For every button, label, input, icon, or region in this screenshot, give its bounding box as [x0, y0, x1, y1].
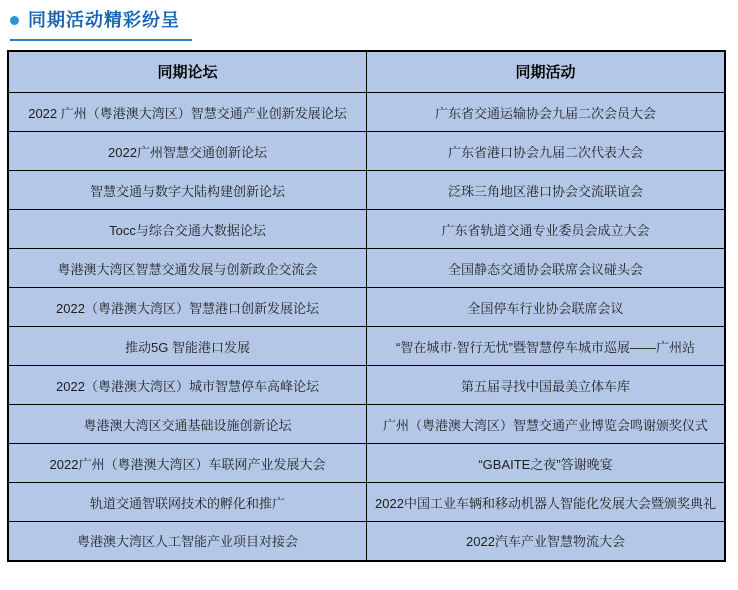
table-row [8, 132, 725, 171]
activity-column-header: 同期活动 [367, 51, 726, 93]
forum-cell: 2022 广州（粤港澳大湾区）智慧交通产业创新发展论坛 [8, 93, 367, 132]
forum-cell: 2022广州（粤港澳大湾区）车联网产业发展大会 [8, 444, 367, 483]
table-row [8, 171, 725, 210]
activity-cell: “GBAITE之夜”答谢晚宴 [367, 444, 726, 483]
table-row [8, 405, 725, 444]
activity-cell: 全国静态交通协会联席会议碰头会 [367, 249, 726, 288]
table-row [8, 522, 725, 561]
section-title-block [10, 10, 192, 41]
forum-cell: 推动5G 智能港口发展 [8, 327, 367, 366]
table-row [8, 93, 725, 132]
table-row [8, 327, 725, 366]
activity-cell: 广东省港口协会九届二次代表大会 [367, 132, 726, 171]
page-title: 同期活动精彩纷呈 [28, 10, 180, 30]
activity-cell: 2022汽车产业智慧物流大会 [367, 522, 726, 561]
activity-cell: 第五届寻找中国最美立体车库 [367, 366, 726, 405]
table-header-row [8, 51, 725, 93]
table-row [8, 249, 725, 288]
forum-cell: 粤港澳大湾区人工智能产业项目对接会 [8, 522, 367, 561]
bullet-icon [10, 16, 19, 25]
concurrent-events-table [7, 50, 726, 562]
table-row [8, 210, 725, 249]
forum-cell: 粤港澳大湾区智慧交通发展与创新政企交流会 [8, 249, 367, 288]
forum-cell: Tocc与综合交通大数据论坛 [8, 210, 367, 249]
activity-cell: 广东省轨道交通专业委员会成立大会 [367, 210, 726, 249]
activity-cell: “智在城市·智行无忧”暨智慧停车城市巡展——广州站 [367, 327, 726, 366]
forum-cell: 2022（粤港澳大湾区）城市智慧停车高峰论坛 [8, 366, 367, 405]
forum-cell: 智慧交通与数字大陆构建创新论坛 [8, 171, 367, 210]
forum-cell: 2022广州智慧交通创新论坛 [8, 132, 367, 171]
forum-cell: 轨道交通智联网技术的孵化和推广 [8, 483, 367, 522]
table-row [8, 483, 725, 522]
table-row [8, 288, 725, 327]
forum-cell: 粤港澳大湾区交通基础设施创新论坛 [8, 405, 367, 444]
table-row [8, 366, 725, 405]
forum-cell: 2022（粤港澳大湾区）智慧港口创新发展论坛 [8, 288, 367, 327]
forum-column-header: 同期论坛 [8, 51, 367, 93]
activity-cell: 广州（粤港澳大湾区）智慧交通产业博览会鸣谢颁奖仪式 [367, 405, 726, 444]
table-row [8, 444, 725, 483]
activity-cell: 全国停车行业协会联席会议 [367, 288, 726, 327]
activity-cell: 广东省交通运输协会九届二次会员大会 [367, 93, 726, 132]
activity-cell: 2022中国工业车辆和移动机器人智能化发展大会暨颁奖典礼 [367, 483, 726, 522]
table-body [8, 93, 725, 561]
activity-cell: 泛珠三角地区港口协会交流联谊会 [367, 171, 726, 210]
